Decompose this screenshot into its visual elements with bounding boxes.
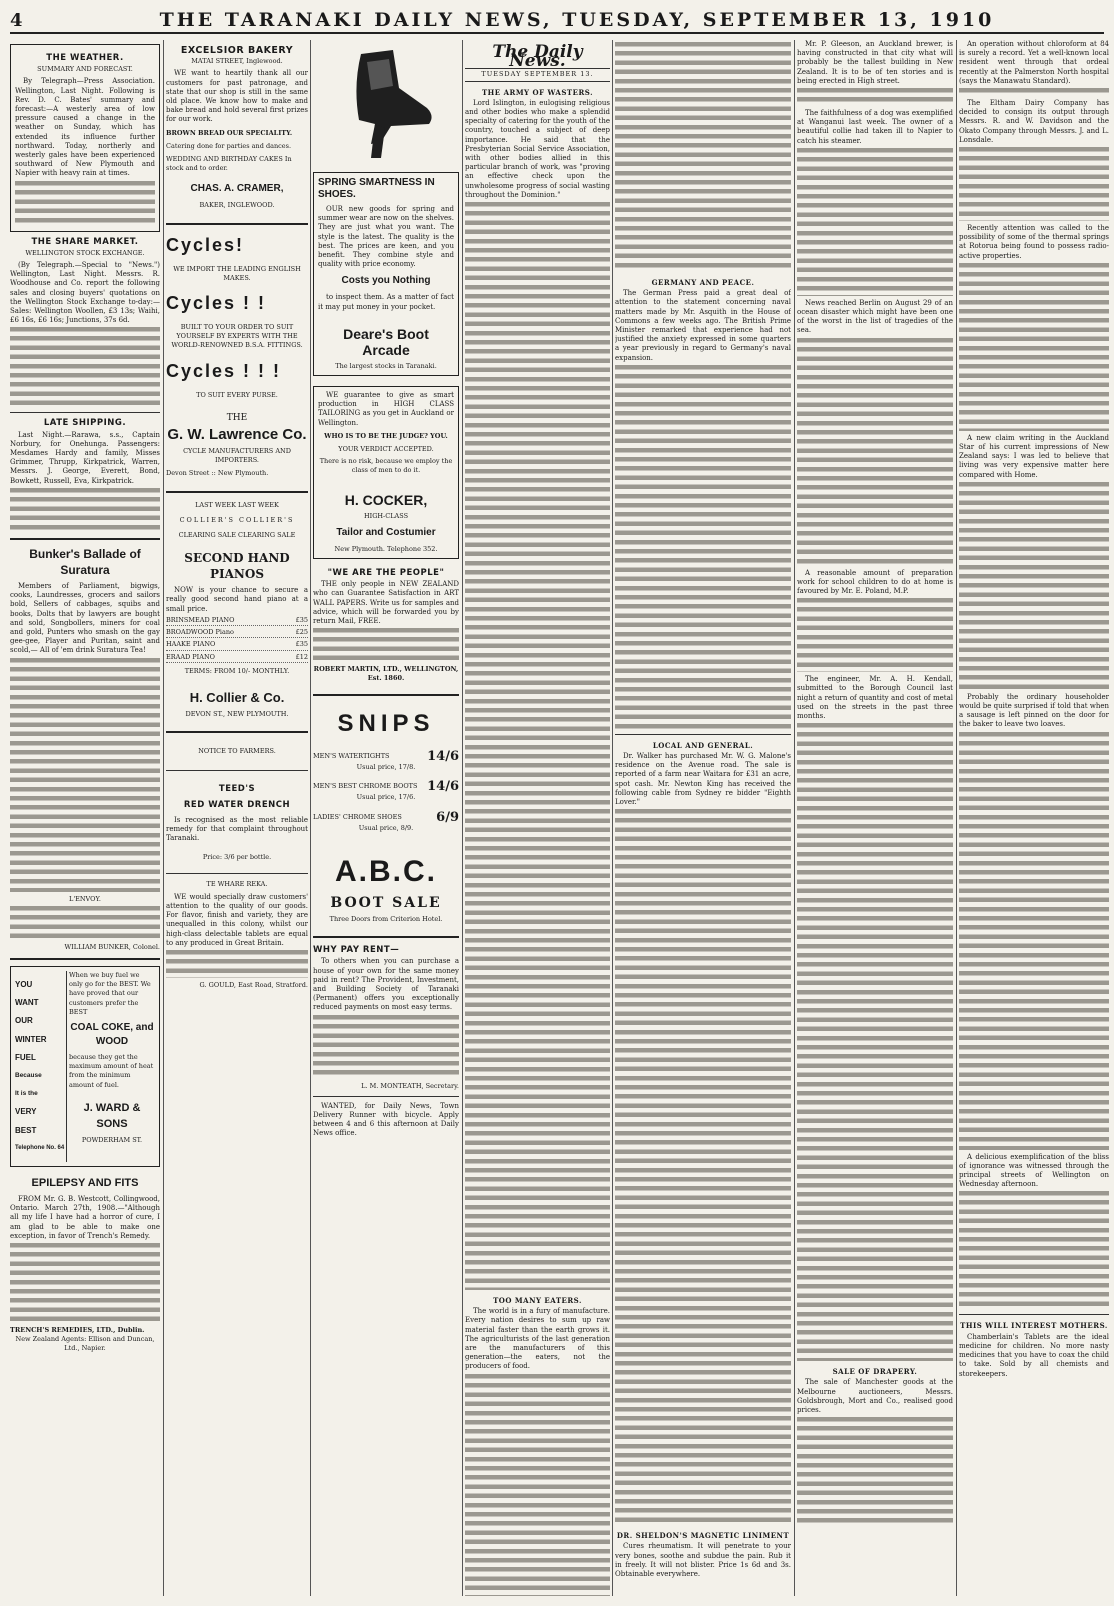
ward-word: YOU bbox=[15, 979, 33, 989]
column-rule bbox=[310, 40, 311, 1596]
epilepsy-heading: EPILEPSY AND FITS bbox=[31, 1176, 139, 1189]
column-rule bbox=[956, 40, 957, 1596]
piano-item: BRINSMEAD PIANO £35 bbox=[166, 616, 308, 626]
weather-subheading: SUMMARY AND FORECAST. bbox=[37, 65, 133, 74]
teed-body: Is recognised as the most reliable remedy for that complaint throughout Taranaki. bbox=[166, 815, 308, 843]
shipping-heading: LATE SHIPPING. bbox=[43, 418, 127, 429]
snip-item: MEN'S BEST CHROME BOOTS 14/6 Usual price, 17/6. bbox=[313, 779, 459, 802]
news-item-continued bbox=[797, 146, 953, 296]
ward-detail: because they get the maximum amount of heat from the minimum amount of fuel. bbox=[69, 1052, 154, 1089]
drapery-body-continued bbox=[797, 1415, 953, 1525]
ward-word: VERY bbox=[15, 1107, 37, 1117]
wanted-notice: WANTED, for Daily News, Town Delivery Runner with bicycle. Apply between 4 and 6 this afternoon at Daily News office. bbox=[313, 1101, 459, 1138]
epilepsy-body-continued bbox=[10, 1241, 160, 1323]
shipping-body: Last Night.—Rarawa, s.s., Captain Norbury, for Onehunga. Passengers: Mesdames Hardy and family, Misses Grimmer, Thrupp, Kirkpatrick, Warren, Messrs. J. George, Everett, Bond, Bowkett, Russell, Eva, Kirkpatrick. bbox=[10, 430, 160, 485]
ward-name: J. WARD & SONS bbox=[83, 1101, 141, 1130]
ward-word: It is the bbox=[15, 1090, 38, 1098]
ward-fuel-advert bbox=[10, 966, 160, 1167]
divider bbox=[313, 936, 459, 938]
cramer-name: CHAS. A. CRAMER, bbox=[190, 183, 284, 195]
boot-sale-heading: BOOT SALE bbox=[330, 894, 442, 911]
column-rule bbox=[612, 40, 613, 1596]
ward-word: WINTER bbox=[15, 1034, 47, 1044]
bakery-address: MATAI STREET, Inglewood. bbox=[191, 57, 283, 66]
cocker-subtitle-2: Tailor and Costumier bbox=[336, 526, 436, 538]
people-body-continued bbox=[313, 626, 459, 662]
ballade-signature: WILLIAM BUNKER, Colonel. bbox=[64, 942, 160, 951]
pianos-heading: SECOND HAND PIANOS bbox=[184, 551, 290, 582]
whare-signature: G. GOULD, East Road, Stratford. bbox=[199, 980, 308, 989]
army-body: Lord Islington, in eulogising religious and other bodies who make a splendid specialty of catering for the youth of the country, touched a subject of deep importance. He said that the Presbyterian Social Service Association, with other bodies allied in this particular branch of work, was "proving an effective check upon the unwholesome progress of social wasting throughout the Dominion." bbox=[465, 98, 610, 199]
news-item-continued bbox=[959, 730, 1109, 1150]
page-number: 4 bbox=[10, 9, 23, 31]
divider bbox=[615, 734, 791, 735]
news-item-continued bbox=[797, 336, 953, 566]
envoy-heading: L'ENVOY. bbox=[69, 894, 101, 903]
local-body: Dr. Walker has purchased Mr. W. G. Malone's residence on the Avenue road. The sale is reported of a farm near Waitara for £31 an acre, spot cash. Mr. Newton King has received the following cable from Sydney re bidder "Eighth Lover." bbox=[615, 752, 791, 807]
news-item-continued bbox=[797, 86, 953, 106]
eaters-body-continued bbox=[465, 1372, 610, 1596]
pianos-terms: TERMS: FROM 10/- MONTHLY. bbox=[184, 666, 290, 675]
news-item: A reasonable amount of preparation work for school children to do at home is favoured by Mr. E. Poland, M.P. bbox=[797, 568, 953, 596]
bakery-cakes: WEDDING AND BIRTHDAY CAKES In stock and to order. bbox=[166, 155, 292, 173]
weather-section bbox=[10, 44, 160, 232]
cocker-advert bbox=[313, 386, 459, 559]
snip-item: LADIES' CHROME SHOES 6/9 Usual price, 8/9. bbox=[313, 809, 459, 832]
piano-item: BROADWOOD Piano £25 bbox=[166, 628, 308, 638]
cocker-question: WHO IS TO BE THE JUDGE? YOU. bbox=[324, 431, 448, 440]
column-4 bbox=[465, 40, 610, 1596]
news-item-continued bbox=[959, 145, 1109, 221]
cocker-name: H. COCKER, bbox=[344, 491, 428, 508]
cycles-body-1: WE IMPORT THE LEADING ENGLISH MAKES. bbox=[173, 264, 301, 282]
whare-body: WE would specially draw customers' attention to the quality of our goods. For flavor, finish and variety, they are unequalled in this colony, whilst our high-class delectable tablets are equal to any produced in Great Britain. bbox=[166, 892, 308, 947]
teed-price: Price: 3/6 per bottle. bbox=[202, 853, 272, 862]
germany-heading: GERMANY AND PEACE. bbox=[651, 278, 755, 287]
people-heading: "WE ARE THE PEOPLE" bbox=[327, 568, 445, 579]
army-heading: THE ARMY OF WASTERS. bbox=[481, 87, 594, 97]
divider bbox=[166, 873, 308, 874]
teed-heading: TEED'S bbox=[218, 784, 256, 795]
army-body-continued bbox=[465, 200, 610, 1290]
cocker-body: WE guarantee to give as smart production in HIGH CLASS TAILORING as you get in Auckland or Wellington. bbox=[318, 391, 454, 427]
ward-word: Because bbox=[15, 1071, 42, 1079]
abc-heading: A.B.C. bbox=[335, 854, 437, 888]
teed-product: RED WATER DRENCH bbox=[183, 799, 291, 810]
cycles-heading-1: Cycles! bbox=[166, 234, 245, 255]
cocker-risk: There is no risk, because we employ the class of men to do it. bbox=[319, 457, 453, 475]
collier-address: DEVON ST., NEW PLYMOUTH. bbox=[185, 709, 289, 718]
column-6 bbox=[797, 40, 953, 1596]
weather-body: By Telegraph—Press Association. Wellington, Last Night. Following is Rev. D. C. Bates' summary and forecast:—A westerly area of low pressure caused a change in the weather on Sunday, which has extended its influence further northward. Today, northerly and westerly gales have been experienced southward of New Plymouth and Napier with heavy rain at times. bbox=[15, 77, 155, 178]
news-item: An operation without chloroform at 84 is surely a record. Yet a well-known local resident went through that ordeal recently at the Palmerston North hospital (says the Manawatu Standard). bbox=[959, 40, 1109, 85]
costs-body: to inspect them. As a matter of fact it may put money in your pocket. bbox=[318, 293, 454, 311]
costs-nothing: Costs you Nothing bbox=[341, 275, 431, 287]
news-item: Probably the ordinary householder would be quite surprised if told that when a sausage is left pinned on the door for the baker to leave two loaves. bbox=[959, 692, 1109, 729]
eaters-body: The world is in a fury of manufacture. Every nation desires to sum up raw material faster than the earth grows it. The agriculturists of the last generation are the manufacturers of this generation—the eaters, not the producers of food. bbox=[465, 1307, 610, 1371]
piano-item: ERAAD PIANO £12 bbox=[166, 653, 308, 663]
deare-subtitle: The largest stocks in Taranaki. bbox=[335, 361, 437, 370]
masthead bbox=[10, 8, 1104, 34]
lawrence-address: Devon Street :: New Plymouth. bbox=[166, 469, 269, 478]
cycles-heading-3: Cycles ! ! ! bbox=[166, 360, 282, 381]
lawrence-the: THE bbox=[226, 412, 248, 423]
drapery-body: The sale of Manchester goods at the Melbourne auctioneers, Messrs. Goldsbrough, Mort and Co., realised good prices. bbox=[797, 1378, 953, 1415]
deare-name: Deare's Boot Arcade bbox=[343, 325, 429, 358]
ward-coal: COAL COKE, and WOOD bbox=[70, 1021, 154, 1047]
share-body: (By Telegraph.—Special to "News.") Wellington, Last Night. Messrs. R. Woodhouse and Co. report the following sales and closing buyers' quotations on the Wellington Stock Exchange to-day:— Sales: Wellington Woollen, £3 13s; Waihi, £6 16s, £6 16s; Junctions, 37s 6d. bbox=[10, 261, 160, 325]
share-body-continued bbox=[10, 325, 160, 407]
sheldon-heading: DR. SHELDON'S MAGNETIC LINIMENT bbox=[616, 1531, 790, 1541]
piano-item: HAAKE PIANO £35 bbox=[166, 640, 308, 650]
envoy-body bbox=[10, 904, 160, 940]
news-item: The Eltham Dairy Company has decided to consign its output through Messrs. R. and W. Davidson and the Okato Company through Messrs. J. and L. Lonsdale. bbox=[959, 99, 1109, 144]
ballade-body-continued bbox=[10, 656, 160, 892]
epilepsy-footer: TRENCH'S REMEDIES, LTD., Dublin. bbox=[10, 1325, 145, 1334]
divider bbox=[313, 694, 459, 696]
cycles-body-3: TO SUIT EVERY PURSE. bbox=[196, 390, 278, 399]
rent-heading: WHY PAY RENT— bbox=[313, 945, 400, 956]
shoe-illustration bbox=[331, 46, 441, 166]
lawrence-subtitle: CYCLE MANUFACTURERS AND IMPORTERS. bbox=[183, 447, 291, 465]
epilepsy-body: FROM Mr. G. B. Westcott, Collingwood, Ontario. March 27th, 1908.—"Although all my life I have had a horror of cure, I am glad to be able to make one exception, in favor of Trench's Remedy. bbox=[10, 1194, 160, 1240]
sheldon-body: Cures rheumatism. It will penetrate to your very bones, soothe and subdue the pain. Rub it in freely. It will not blister. Price 1s 6d and 3s. Obtainable everywhere. bbox=[615, 1542, 791, 1579]
clearing-sale: CLEARING SALE CLEARING SALE bbox=[178, 531, 296, 540]
drapery-heading: SALE OF DRAPERY. bbox=[832, 1367, 918, 1377]
notice-to-farmers: NOTICE TO FARMERS. bbox=[198, 747, 276, 756]
ward-right-column bbox=[69, 971, 155, 1162]
cocker-address: New Plymouth. Telephone 352. bbox=[334, 544, 438, 553]
news-item-continued bbox=[797, 721, 953, 1361]
cocker-verdict: YOUR VERDICT ACCEPTED. bbox=[338, 445, 434, 454]
ballade-body: Members of Parliament, bigwigs, cooks, Laundresses, grocers and sailors bold, Sellers of cabbages, squibs and books, Dolts that by lawyers are bought and sold, Songbollers, miners for coal and gold, Punters who smash on the gay gee-gee, Player and Puritan, saint and scold,— All of 'em drink Suratura Tea! bbox=[10, 581, 160, 655]
divider bbox=[959, 1314, 1109, 1315]
mothers-body: Chamberlain's Tablets are the ideal medicine for children. No more nasty medicines that you have to coax the child to take. Sold by all chemists and storekeepers. bbox=[959, 1332, 1109, 1378]
news-item: The faithfulness of a dog was exemplified at Wanganui last week. The owner of a beautiful collie had taken ill to Napier to catch his steamer. bbox=[797, 109, 953, 145]
news-item-continued bbox=[959, 480, 1109, 690]
bakery-heading: EXCELSIOR BAKERY bbox=[180, 45, 294, 56]
news-item: A delicious exemplification of the bliss of ignorance was witnessed through the principal streets of Wellington on Wednesday afternoon. bbox=[959, 1152, 1109, 1189]
snips-heading: SNIPS bbox=[337, 709, 435, 737]
ballade-heading: Bunker's Ballade of Suratura bbox=[29, 546, 141, 577]
newspaper-title: THE TARANAKI DAILY NEWS, TUESDAY, SEPTEMBER 13, 1910 bbox=[159, 9, 995, 31]
cycles-body-2: BUILT TO YOUR ORDER TO SUIT YOURSELF BY EXPERTS WITH THE WORLD-RENOWNED B.S.A. FITTINGS. bbox=[171, 323, 303, 350]
ward-left-column bbox=[15, 971, 67, 1162]
shoe-body: OUR new goods for spring and summer wear are now on the shelves. They are just what you want. The style is the latest. The quality is the best. The prices are keen, and you benefit. They combine style and quality with price economy. bbox=[318, 205, 454, 269]
column-1 bbox=[10, 40, 160, 1596]
ward-address: POWDERHAM ST. bbox=[81, 1135, 143, 1144]
snip-item: MEN'S WATERTIGHTS 14/6 Usual price, 17/8. bbox=[313, 748, 459, 771]
divider bbox=[166, 770, 308, 771]
germany-body: The German Press paid a great deal of attention to the statement concerning naval matters made by Mr. Asquith in the House of Commons a few weeks ago. The British Prime Minister remarked that experience had not justified the anxiety expressed in some quarters a year previously in regard to Germany's naval expansion. bbox=[615, 289, 791, 362]
news-item: The engineer, Mr. A. H. Kendall, submitted to the Borough Council last night a return of quantity and cost of metal used on the streets in the past three months. bbox=[797, 675, 953, 721]
shoe-heading: SPRING SMARTNESS IN SHOES. bbox=[318, 177, 435, 200]
ward-word: Telephone No. 64 bbox=[15, 1144, 65, 1151]
ward-word: OUR bbox=[15, 1016, 33, 1026]
column-rule bbox=[794, 40, 795, 1596]
editorial-title: The Daily News. bbox=[492, 42, 583, 72]
local-heading: LOCAL AND GENERAL. bbox=[652, 740, 754, 750]
cycles-heading-2: Cycles ! ! bbox=[166, 293, 267, 314]
bakery-catering: Catering done for parties and dances. bbox=[166, 141, 292, 150]
column-2 bbox=[166, 40, 308, 1596]
local-body-continued bbox=[615, 807, 791, 1525]
shoe-advert bbox=[313, 172, 459, 376]
people-body: THE only people in NEW ZEALAND who can Guarantee Satisfaction in ART WALL PAPERS. Write us for samples and advice, which will be forwarded you by return Mail, FREE. bbox=[313, 580, 459, 626]
news-item-continued bbox=[797, 596, 953, 672]
editorial-date: TUESDAY SEPTEMBER 13. bbox=[465, 68, 610, 81]
ward-word: WANT bbox=[15, 998, 39, 1008]
epilepsy-agents: New Zealand Agents: Ellison and Duncan, Ltd., Napier. bbox=[15, 1335, 155, 1353]
divider bbox=[10, 958, 160, 960]
ward-intro: When we buy fuel we only go for the BEST. We have proved that our customers prefer the BEST bbox=[69, 970, 151, 1016]
rent-signature: L. M. MONTEATH, Secretary. bbox=[361, 1081, 459, 1090]
column-7 bbox=[959, 40, 1109, 1596]
column-5 bbox=[615, 40, 791, 1596]
bakery-body: WE want to heartily thank all our customers for past patronage, and state that our shop is still in the same old place. We know how to make and bake bread and hold several first prizes for our work. bbox=[166, 69, 308, 124]
divider bbox=[10, 412, 160, 413]
ward-word: BEST bbox=[15, 1125, 37, 1135]
divider bbox=[166, 731, 308, 733]
shipping-body-continued bbox=[10, 486, 160, 532]
divider bbox=[10, 538, 160, 540]
whare-heading: TE WHARE REKA. bbox=[206, 879, 268, 888]
eaters-heading: TOO MANY EATERS. bbox=[493, 1296, 582, 1306]
divider bbox=[313, 1096, 459, 1097]
article-continued bbox=[615, 40, 791, 272]
weather-body-continued bbox=[15, 179, 155, 225]
column-rule bbox=[462, 40, 463, 1596]
last-week: LAST WEEK LAST WEEK bbox=[195, 500, 279, 509]
news-item: News reached Berlin on August 29 of an ocean disaster which might have been one of the worst in the list of tragedies of the sea. bbox=[797, 298, 953, 335]
news-item: Mr. P. Gleeson, an Auckland brewer, is having constructed in that city what will probably be the tallest building in New Zealand. It is to be of ten stories and is being erected in High street. bbox=[797, 40, 953, 85]
news-item-continued bbox=[959, 86, 1109, 96]
rent-body: To others when you can purchase a house of your own for the same money paid in rent? The Provident, Investment, and Building Society of Taranaki (Permanent) offers you exceptionally reduced payments on most easy terms. bbox=[313, 957, 459, 1012]
cocker-subtitle-1: HIGH-CLASS bbox=[363, 511, 409, 520]
rent-body-continued bbox=[313, 1013, 459, 1079]
mothers-heading: THIS WILL INTEREST MOTHERS. bbox=[960, 1321, 1108, 1331]
news-item-continued bbox=[959, 1189, 1109, 1309]
share-subheading: WELLINGTON STOCK EXCHANGE. bbox=[25, 248, 145, 257]
divider bbox=[166, 491, 308, 493]
martin-name: ROBERT MARTIN, LTD., WELLINGTON, Est. 1860. bbox=[313, 665, 459, 683]
news-item: Recently attention was called to the possibility of some of the thermal springs at Rotorua being found to possess radio-active properties. bbox=[959, 224, 1109, 260]
share-heading: THE SHARE MARKET. bbox=[31, 236, 139, 247]
pianos-body: NOW is your chance to secure a really good second hand piano at a small price. bbox=[166, 586, 308, 613]
colliers: COLLIER'S COLLIER'S bbox=[179, 515, 295, 524]
news-item-continued bbox=[959, 261, 1109, 431]
ward-word: FUEL bbox=[15, 1052, 36, 1062]
divider bbox=[166, 223, 308, 225]
boot-sale-address: Three Doors from Criterion Hotel. bbox=[329, 914, 443, 923]
lawrence-name: G. W. Lawrence Co. bbox=[167, 426, 307, 444]
weather-heading: THE WEATHER. bbox=[46, 53, 124, 63]
germany-body-continued bbox=[615, 363, 791, 729]
column-3 bbox=[313, 40, 459, 1596]
collier-name: H. Collier & Co. bbox=[189, 689, 285, 705]
column-rule bbox=[163, 40, 164, 1596]
cramer-subtitle: BAKER, INGLEWOOD. bbox=[199, 201, 275, 210]
whare-body-continued bbox=[166, 948, 308, 978]
news-item: A new claim writing in the Auckland Star of his current impressions of New Zealand says: I was led to believe that living was very expensive matter here compared with Home. bbox=[959, 433, 1109, 479]
bakery-brown-bread: BROWN BREAD OUR SPECIALITY. bbox=[166, 128, 293, 137]
